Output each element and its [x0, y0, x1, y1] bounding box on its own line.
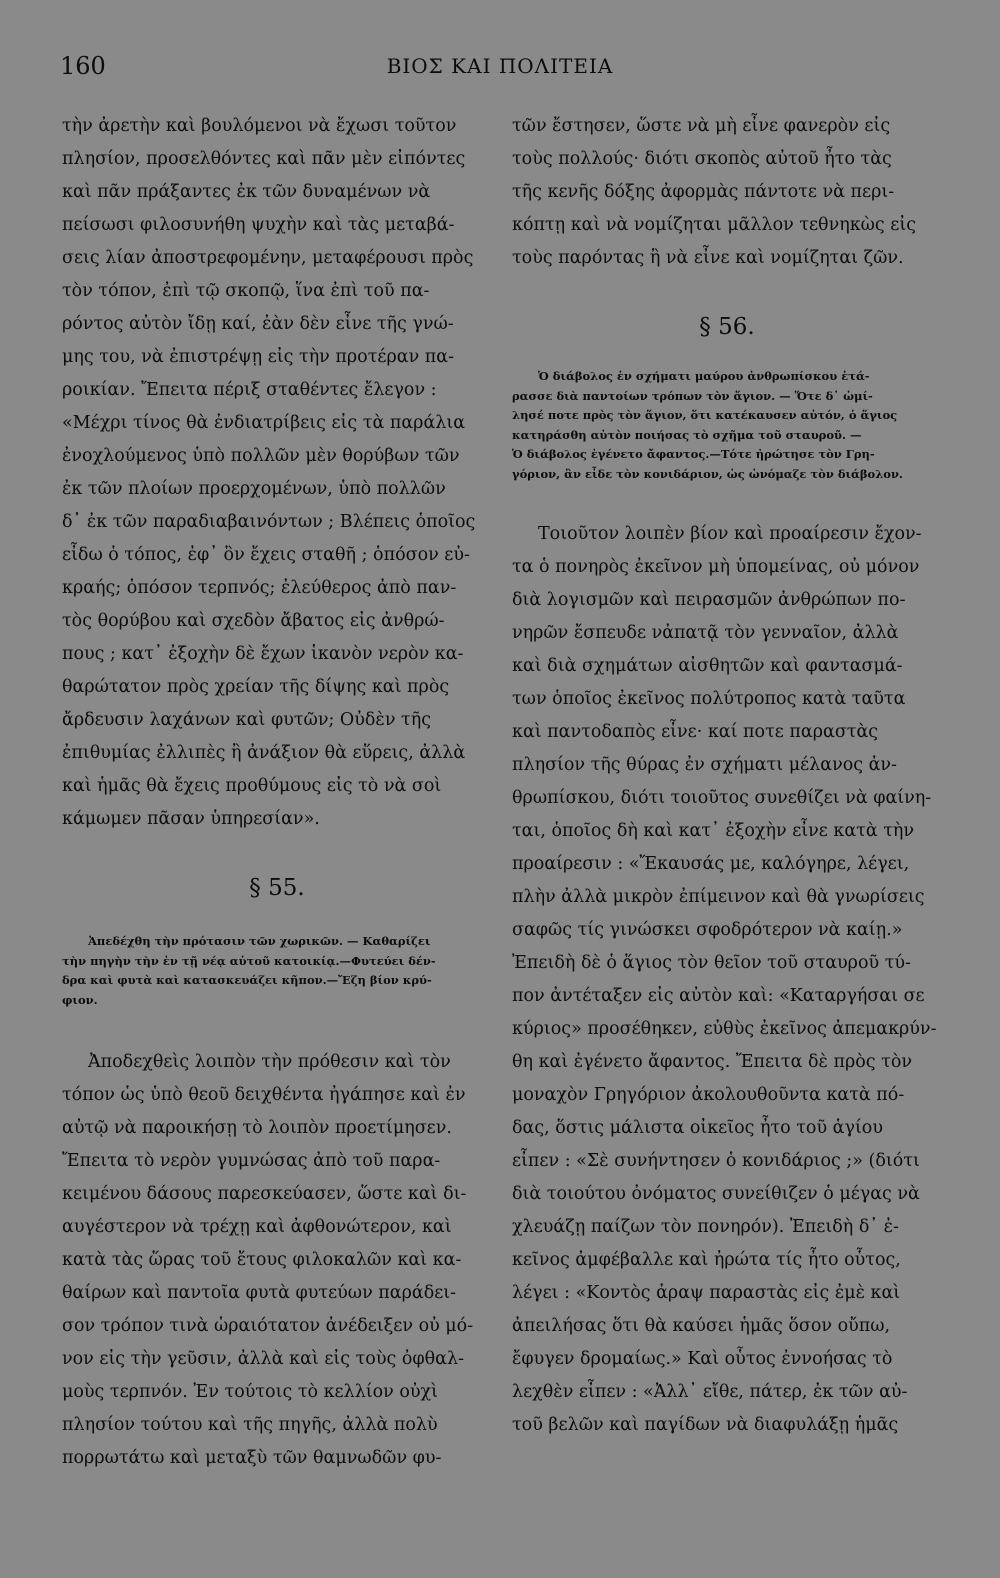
summary-line: γόριον, ἂν εἶδε τὸν κονιδάριον, ὡς ὠνόμαζε τὸν διάβολον.: [512, 466, 903, 481]
text-line: τῶν ἔστησεν, ὥστε νὰ μὴ εἶνε φανερὸν εἰς: [512, 116, 891, 136]
summary-line: κατηράσθη αὐτὸν ποιήσας τὸ σχῆμα τοῦ σταυροῦ. —: [512, 427, 862, 442]
text-line: θαίρων καὶ παντοῖα φυτὰ φυτεύων παράδει-: [62, 1283, 457, 1303]
text-line: των ὁποῖος ἐκεῖνος πολύτροπος κατὰ ταῦτα: [512, 689, 906, 709]
left-column: [62, 110, 492, 1475]
text-line: τοῦ βελῶν καὶ παγίδων νὰ διαφυλάξῃ ἡμᾶς: [512, 1415, 899, 1435]
text-line: χλευάζῃ παίζων τὸν πονηρόν). Ἐπειδὴ δ᾽ ἐ-: [512, 1217, 899, 1237]
right-paragraph-1: [512, 110, 942, 275]
text-line: ἀπειλήσας ὅτι θὰ καύσει ἡμᾶς ὅσον οὔπω,: [512, 1316, 891, 1336]
text-line: τόπον ὡς ὑπὸ θεοῦ δειχθέντα ἠγάπησε καὶ ἐν: [62, 1085, 466, 1105]
page-number: 160: [60, 52, 106, 80]
text-line: καὶ διὰ σχημάτων αἰσθητῶν καὶ φαντασμά-: [512, 656, 903, 676]
text-line: διὰ τοιούτου ὀνόματος συνείθιζεν ὁ μέγας νὰ: [512, 1184, 920, 1204]
text-line: καὶ παντοδαπὸς εἶνε· καί ποτε παραστὰς: [512, 722, 879, 742]
text-line: κεῖνος ἀμφέβαλλε καὶ ἠρώτα τίς ἦτο οὗτος,: [512, 1250, 901, 1270]
text-line: τοὺς πολλούς· διότι σκοπὸς αὐτοῦ ἦτο τὰς: [512, 149, 892, 169]
text-line: πλὴν ἀλλὰ μικρὸν ἐπίμεινον καὶ θὰ γνωρίσεις: [512, 887, 925, 907]
summary-line: Ὁ διάβολος ἐγένετο ἄφαντος.—Τότε ἠρώτησε τὸν Γρη-: [512, 447, 875, 461]
text-line: πους ; κατ᾽ ἐξοχὴν δὲ ἔχων ἱκανὸν νερὸν κα-: [62, 644, 464, 664]
section-heading-55: § 55.: [249, 875, 305, 901]
text-line: νηρῶν ἔσπευδε νἀπατᾷ τὸν γενναῖον, ἀλλὰ: [512, 623, 899, 643]
text-line: καὶ πᾶν πράξαντες ἐκ τῶν δυναμένων νὰ: [62, 182, 431, 202]
summary-line: Ὁ διάβολος ἐν σχήματι μαύρου ἀνθρωπίσκου ἐτά-: [538, 369, 870, 383]
left-paragraph-2: [62, 1046, 492, 1475]
text-line: αὐτῷ νὰ παροικήσῃ τὸ λοιπὸν προετίμησεν.: [62, 1118, 452, 1138]
text-line: μοὺς τερπνόν. Ἐν τούτοις τὸ κελλίον οὐχὶ: [62, 1382, 439, 1402]
text-line: τοὺς παρόντας ἢ νὰ εἶνε καὶ νομίζηται ζῶν.: [512, 248, 904, 268]
summary-line: λησέ ποτε πρὸς τὸν ἅγιον, ὅτι κατέκαυσεν αὐτόν, ὁ ἅγιος: [512, 408, 898, 422]
text-line: ἐνοχλούμενος ὑπὸ πολλῶν μὲν θορύβων τῶν: [62, 446, 460, 466]
text-line: αυγέστερον νὰ τρέχῃ καὶ ἀφθονώτερον, καὶ: [62, 1217, 452, 1237]
summary-line: ρασσε διὰ παντοίων τρόπων τὸν ἅγιον. — Ὅτε δ᾽ ὡμί-: [512, 388, 873, 403]
text-line: πείσωσι φιλοσυνήθη ψυχὴν καὶ τὰς μεταβά-: [62, 215, 455, 235]
text-line: σαφῶς τίς γινώσκει σφοδρότερον νὰ καίῃ.»: [512, 920, 903, 940]
text-line: τῆς κενῆς δόξης ἀφορμὰς πάντοτε νὰ περι-: [512, 182, 895, 202]
left-section-summary: [62, 932, 492, 1010]
text-line: σον τρόπον τινὰ ὡραιότατον ἀνέδειξεν οὐ μό-: [62, 1316, 474, 1336]
text-line: ρόντος αὐτὸν ἴδῃ καί, ἐὰν δὲν εἶνε τῆς γνώ-: [62, 314, 454, 334]
text-line: πλησίον, προσελθόντες καὶ πᾶν μὲν εἰπόντες: [62, 149, 466, 169]
text-line: σεις λίαν ἀποστρεφομένην, μεταφέρουσι πρὸς: [62, 248, 474, 268]
text-line: πλησίον τῆς θύρας ἐν σχήματι μέλανος ἀν-: [512, 755, 897, 775]
text-line: ἄρδευσιν λαχάνων καὶ φυτῶν; Οὐδὲν τῆς: [62, 710, 431, 730]
page-header: [60, 52, 940, 92]
text-line: τα ὁ πονηρὸς ἐκεῖνον μὴ ὑπομείνας, οὐ μόνον: [512, 557, 920, 577]
text-line: τὸς θορύβου καὶ σχεδὸν ἄβατος εἰς ἀνθρώ-: [62, 611, 445, 631]
text-line: κραής; ὁπόσον τερπνός; ἐλεύθερος ἀπὸ παν-: [62, 578, 457, 598]
text-line: ἐκ τῶν πλοίων προερχομένων, ὑπὸ πολλῶν: [62, 479, 446, 499]
text-line: ἔφυγεν δρομαίως.» Καὶ οὗτος ἐννοήσας τὸ: [512, 1349, 893, 1369]
text-line: πον ἀντέταξεν εἰς αὐτὸν καὶ: «Καταργήσαι σε: [512, 986, 925, 1006]
text-line: λεχθὲν εἶπεν : «Ἀλλ᾽ εἴθε, πάτερ, ἐκ τῶν αὐ-: [512, 1382, 908, 1402]
right-column: [512, 110, 942, 1442]
left-paragraph-1: [62, 110, 492, 836]
text-line: καὶ ἡμᾶς θὰ ἔχεις προθύμους εἰς τὸ νὰ σοὶ: [62, 776, 442, 796]
text-line: προαίρεσιν : «Ἔκαυσάς με, καλόγηρε, λέγει,: [512, 854, 910, 874]
text-line: πορρωτάτω καὶ μεταξὺ τῶν θαμνωδῶν φυ-: [62, 1448, 442, 1468]
text-line: «Μέχρι τίνος θὰ ἐνδιατρίβεις εἰς τὰ παράλια: [62, 413, 466, 433]
text-line: εἶδω ὁ τόπος, ἐφ᾽ ὃν ἔχεις σταθῆ ; ὁπόσον εὐ-: [62, 545, 470, 565]
text-line: ται, ὁποῖος δὴ καὶ κατ᾽ ἐξοχὴν εἶνε κατὰ τὴν: [512, 821, 915, 841]
text-line: Τοιοῦτον λοιπὲν βίον καὶ προαίρεσιν ἔχον-: [538, 524, 922, 544]
text-line: κάμωμεν πᾶσαν ὑπηρεσίαν».: [62, 809, 320, 829]
text-line: δ᾽ ἐκ τῶν παραδιαβαινόντων ; Βλέπεις ὁποῖος: [62, 512, 476, 532]
text-line: διὰ λογισμῶν καὶ πειρασμῶν ἀνθρώπων πο-: [512, 590, 906, 610]
text-line: ἐπιθυμίας ἐλλιπὲς ἢ ἀνάξιον θὰ εὕρεις, ἀλλὰ: [62, 743, 466, 763]
text-line: νον εἰς τὴν γεῦσιν, ἀλλὰ καὶ εἰς τοὺς ὀφθαλ-: [62, 1349, 464, 1369]
text-line: μης του, νὰ ἐπιστρέψῃ εἰς τὴν προτέραν πα-: [62, 347, 454, 367]
right-paragraph-2: [512, 518, 942, 1442]
text-line: τὸν τόπον, ἐπὶ τῷ σκοπῷ, ἵνα ἐπὶ τοῦ πα-: [62, 281, 430, 301]
text-line: ροικίαν. Ἔπειτα πέριξ σταθέντες ἔλεγον :: [62, 380, 437, 400]
text-line: τὴν ἀρετὴν καὶ βουλόμενοι νὰ ἔχωσι τοῦτον: [62, 116, 457, 136]
text-line: Ἀποδεχθεὶς λοιπὸν τὴν πρόθεσιν καὶ τὸν: [88, 1052, 451, 1072]
right-section-summary: [512, 367, 942, 484]
text-line: κειμένου δάσους παρεσκεύασεν, ὥστε καὶ δι-: [62, 1184, 467, 1204]
text-line: θη καὶ ἐγένετο ἄφαντος. Ἔπειτα δὲ πρὸς τὸν: [512, 1052, 913, 1072]
text-line: κύριος» προσέθηκεν, εὐθὺς ἐκεῖνος ἀπεμακρύν-: [512, 1019, 937, 1039]
summary-line: Ἀπεδέχθη τὴν πρότασιν τῶν χωρικῶν. — Καθαρίζει: [88, 934, 431, 948]
summary-line: τὴν πηγὴν τὴν ἐν τῇ νέᾳ αὐτοῦ κατοικίᾳ.—Φυτεύει δέν-: [62, 953, 436, 968]
text-line: θαρώτατον πρὸς χρείαν τῆς δίψης καὶ πρὸς: [62, 677, 450, 697]
running-title: ΒΙΟΣ ΚΑΙ ΠΟΛΙΤΕΙΑ: [386, 54, 614, 78]
summary-line: φιον.: [62, 992, 98, 1007]
text-line: θρωπίσκου, διότι τοιοῦτος συνεθίζει νὰ φαίνη-: [512, 788, 932, 808]
text-line: δας, ὅστις μάλιστα οἰκεῖος ἦτο τοῦ ἁγίου: [512, 1118, 883, 1138]
text-line: μοναχὸν Γρηγόριον ἀκολουθοῦντα κατὰ πό-: [512, 1085, 905, 1105]
text-line: κατὰ τὰς ὥρας τοῦ ἔτους φιλοκαλῶν καὶ κα-: [62, 1250, 462, 1270]
summary-line: δρα καὶ φυτὰ καὶ κατασκευάζει κῆπον.—Ἔζη βίον κρύ-: [62, 973, 432, 987]
text-line: Ἔπειτα τὸ νερὸν γυμνώσας ἀπὸ τοῦ παρα-: [62, 1151, 441, 1171]
section-heading-56: § 56.: [699, 314, 755, 340]
text-line: πλησίον τούτου καὶ τῆς πηγῆς, ἀλλὰ πολὺ: [62, 1415, 438, 1435]
text-line: κόπτῃ καὶ νὰ νομίζηται μᾶλλον τεθνηκὼς εἰς: [512, 215, 917, 235]
text-line: λέγει : «Κοντὸς ἀραψ παραστὰς εἰς ἐμὲ καὶ: [512, 1283, 901, 1303]
text-line: εἶπεν : «Σὲ συνήντησεν ὁ κονιδάριος ;» (διότι: [512, 1151, 920, 1171]
text-line: Ἐπειδὴ δὲ ὁ ἅγιος τὸν θεῖον τοῦ σταυροῦ τύ-: [512, 953, 911, 973]
